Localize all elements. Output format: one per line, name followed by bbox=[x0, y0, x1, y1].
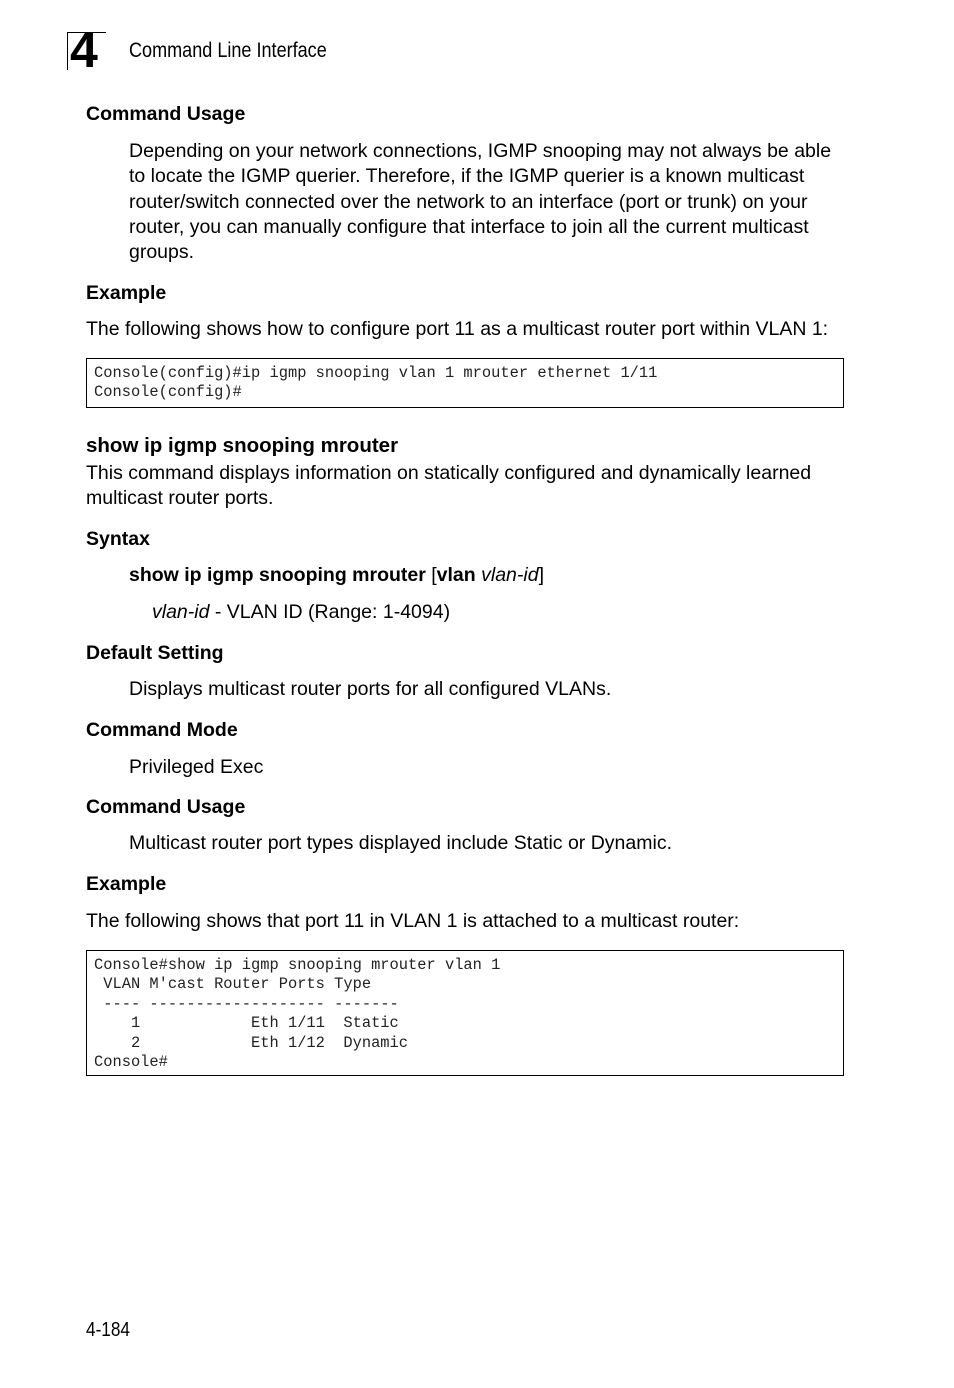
syntax-close-bracket: ] bbox=[538, 564, 544, 586]
command-title: show ip igmp snooping mrouter bbox=[86, 434, 399, 457]
default-setting-heading: Default Setting bbox=[86, 642, 224, 664]
example-heading-2: Example bbox=[86, 873, 167, 895]
syntax-param: vlan-id bbox=[481, 564, 539, 586]
syntax-keyword: vlan bbox=[436, 564, 476, 586]
default-setting-text: Displays multicast router ports for all configured VLANs. bbox=[129, 678, 612, 700]
page-number: 4-184 bbox=[86, 1319, 130, 1341]
command-usage-heading: Command Usage bbox=[86, 103, 246, 125]
parameter-name: vlan-id bbox=[152, 601, 210, 623]
code-example-block: Console(config)#ip igmp snooping vlan 1 mrouter ethernet 1/11 Console(config)# bbox=[86, 358, 844, 408]
example-text: The following shows how to configure port 11 as a multicast router port within VLAN 1: bbox=[86, 318, 829, 340]
command-usage-text: Depending on your network connections, IGMP snooping may not always be able to locate the IGMP querier. Therefore, if the IGMP querier is a known multicast router/switch connected over the network to an interface (port or trunk) on your router, you can manually configure that interface to join all the current multicast groups. bbox=[129, 140, 832, 264]
command-description: This command displays information on statically configured and dynamically learned multicast router ports. bbox=[86, 462, 812, 510]
command-usage-text-2: Multicast router port types displayed include Static or Dynamic. bbox=[129, 832, 672, 854]
command-mode-text: Privileged Exec bbox=[129, 756, 264, 778]
syntax-heading: Syntax bbox=[86, 528, 150, 550]
syntax-open-bracket: [ bbox=[431, 564, 437, 586]
syntax-line bbox=[129, 563, 544, 588]
running-header-title: Command Line Interface bbox=[129, 39, 327, 62]
command-mode-heading: Command Mode bbox=[86, 719, 238, 741]
parameter-line bbox=[152, 600, 450, 625]
code-output-block: Console#show ip igmp snooping mrouter vlan 1 VLAN M'cast Router Ports Type ---- ------------------- ------- 1 Eth 1/11 Static 2 Eth 1/12 Dynamic Console# bbox=[86, 950, 844, 1076]
syntax-command: show ip igmp snooping mrouter bbox=[129, 564, 426, 586]
example-heading: Example bbox=[86, 282, 167, 304]
parameter-description: - VLAN ID (Range: 1-4094) bbox=[209, 601, 451, 623]
chapter-number: 4 bbox=[70, 22, 97, 78]
command-usage-heading-2: Command Usage bbox=[86, 796, 246, 818]
example-text-2: The following shows that port 11 in VLAN 1 is attached to a multicast router: bbox=[86, 910, 740, 932]
